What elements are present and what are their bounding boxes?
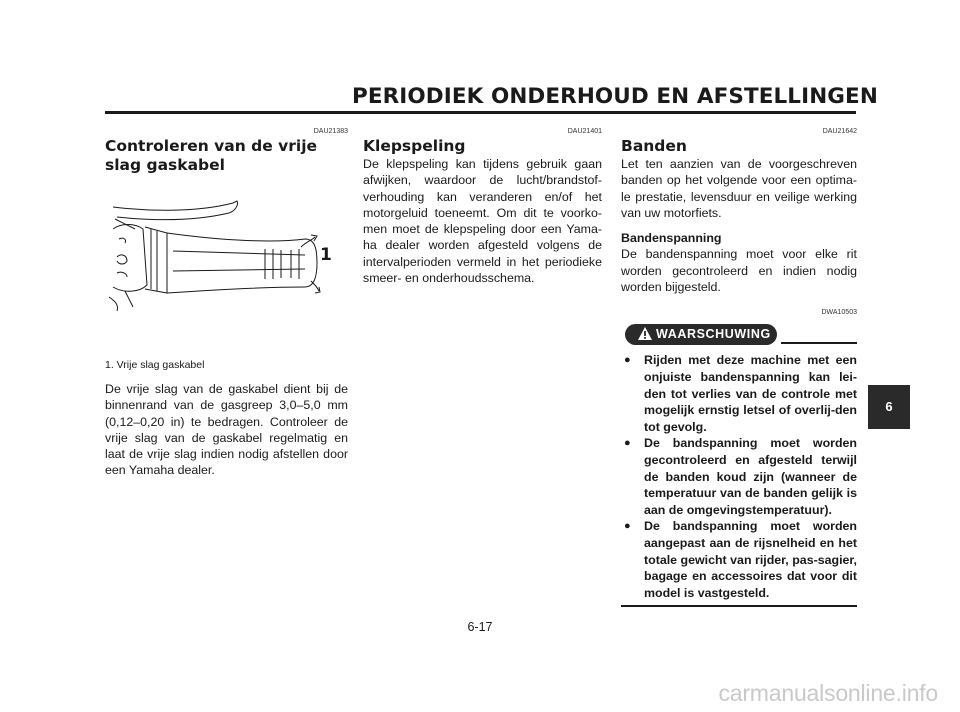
middle-column (363, 126, 602, 286)
section-body: De vrije slag van de gaskabel dient bij de binnenrand van de gasgreep 3,0–5,0 mm (0,12–0,20 in) te bedragen. Controleer de vrije slag van de gaskabel regelmatig en laat de vrije slag indien nodig afstellen door een Yamaha dealer. (105, 382, 348, 478)
section-heading: Banden (621, 137, 687, 155)
section-heading: Klepspeling (363, 137, 466, 155)
chapter-tab: 6 (868, 385, 910, 429)
left-column (105, 126, 348, 479)
right-column (621, 126, 857, 607)
warning-list (621, 352, 857, 601)
section-body: De klepspeling kan tijdens gebruik gaan afwijken, waardoor de lucht/brandstof-verhouding kan veranderen en/of het motorgeluid toeneemt. Om dit te voorko-men moet de klepspeling door een Yama-ha dealer worden afgesteld volgens de intervalperioden vermeld in het periodieke smeer- en onderhoudsschema. (363, 157, 602, 286)
warning-label: WAARSCHUWING (656, 327, 771, 342)
warning-item-text: Rijden met deze machine met een onjuiste bandenspanning kan lei-den tot verlies van de controle met mogelijk ernstig letsel of overlij-den tot gevolg. (644, 353, 857, 434)
page-header-title: PERIODIEK ONDERHOUD EN AFSTELLINGEN (352, 84, 878, 109)
section-code: DAU21383 (313, 128, 348, 135)
warning-code: DWA10503 (821, 309, 857, 317)
warning-item (624, 352, 857, 435)
subsection-body: De bandenspanning moet voor elke rit worden gecontroleerd en indien nodig worden bijgesteld. (621, 247, 857, 295)
figure-callout-number: 1 (320, 245, 332, 265)
page-number: 6-17 (467, 620, 493, 634)
warning-item (624, 435, 857, 518)
bullet-icon: ● (624, 520, 631, 533)
warning-end-rule (621, 605, 857, 607)
warning-badge (625, 324, 777, 345)
watermark: carmanualsonline.info (718, 680, 938, 706)
warning-item-text: De bandspanning moet worden aangepast aan de rijsnelheid en het totale gewicht van rijder, pas-sagier, bagage en accessoires dat voor dit model is vastgesteld. (644, 519, 857, 600)
warning-header (621, 324, 857, 346)
section-body: Let ten aanzien van de voorgeschreven banden op het volgende voor een optima-le prestatie, levensduur en veilige werking van uw motorfiets. (621, 157, 857, 220)
figure-caption: 1. Vrije slag gaskabel (105, 359, 205, 371)
header-rule (105, 111, 856, 114)
warning-item (624, 518, 857, 601)
warning-triangle-icon (637, 326, 653, 342)
section-heading: Controleren van de vrije slag gaskabel (105, 137, 318, 174)
throttle-grip-figure (105, 189, 348, 339)
warning-item-text: De bandspanning moet worden gecontroleerd en afgesteld terwijl de banden koud zijn (wanneer de temperatuur van de banden gelijk is aan de omgevingstemperatuur). (644, 436, 857, 517)
bullet-icon: ● (624, 354, 631, 367)
throttle-grip-illustration (105, 189, 348, 339)
subsection-heading: Bandenspanning (621, 231, 722, 246)
warning-rule (781, 342, 857, 344)
section-code: DAU21401 (567, 128, 602, 135)
section-code: DAU21642 (822, 128, 857, 135)
bullet-icon: ● (624, 437, 631, 450)
